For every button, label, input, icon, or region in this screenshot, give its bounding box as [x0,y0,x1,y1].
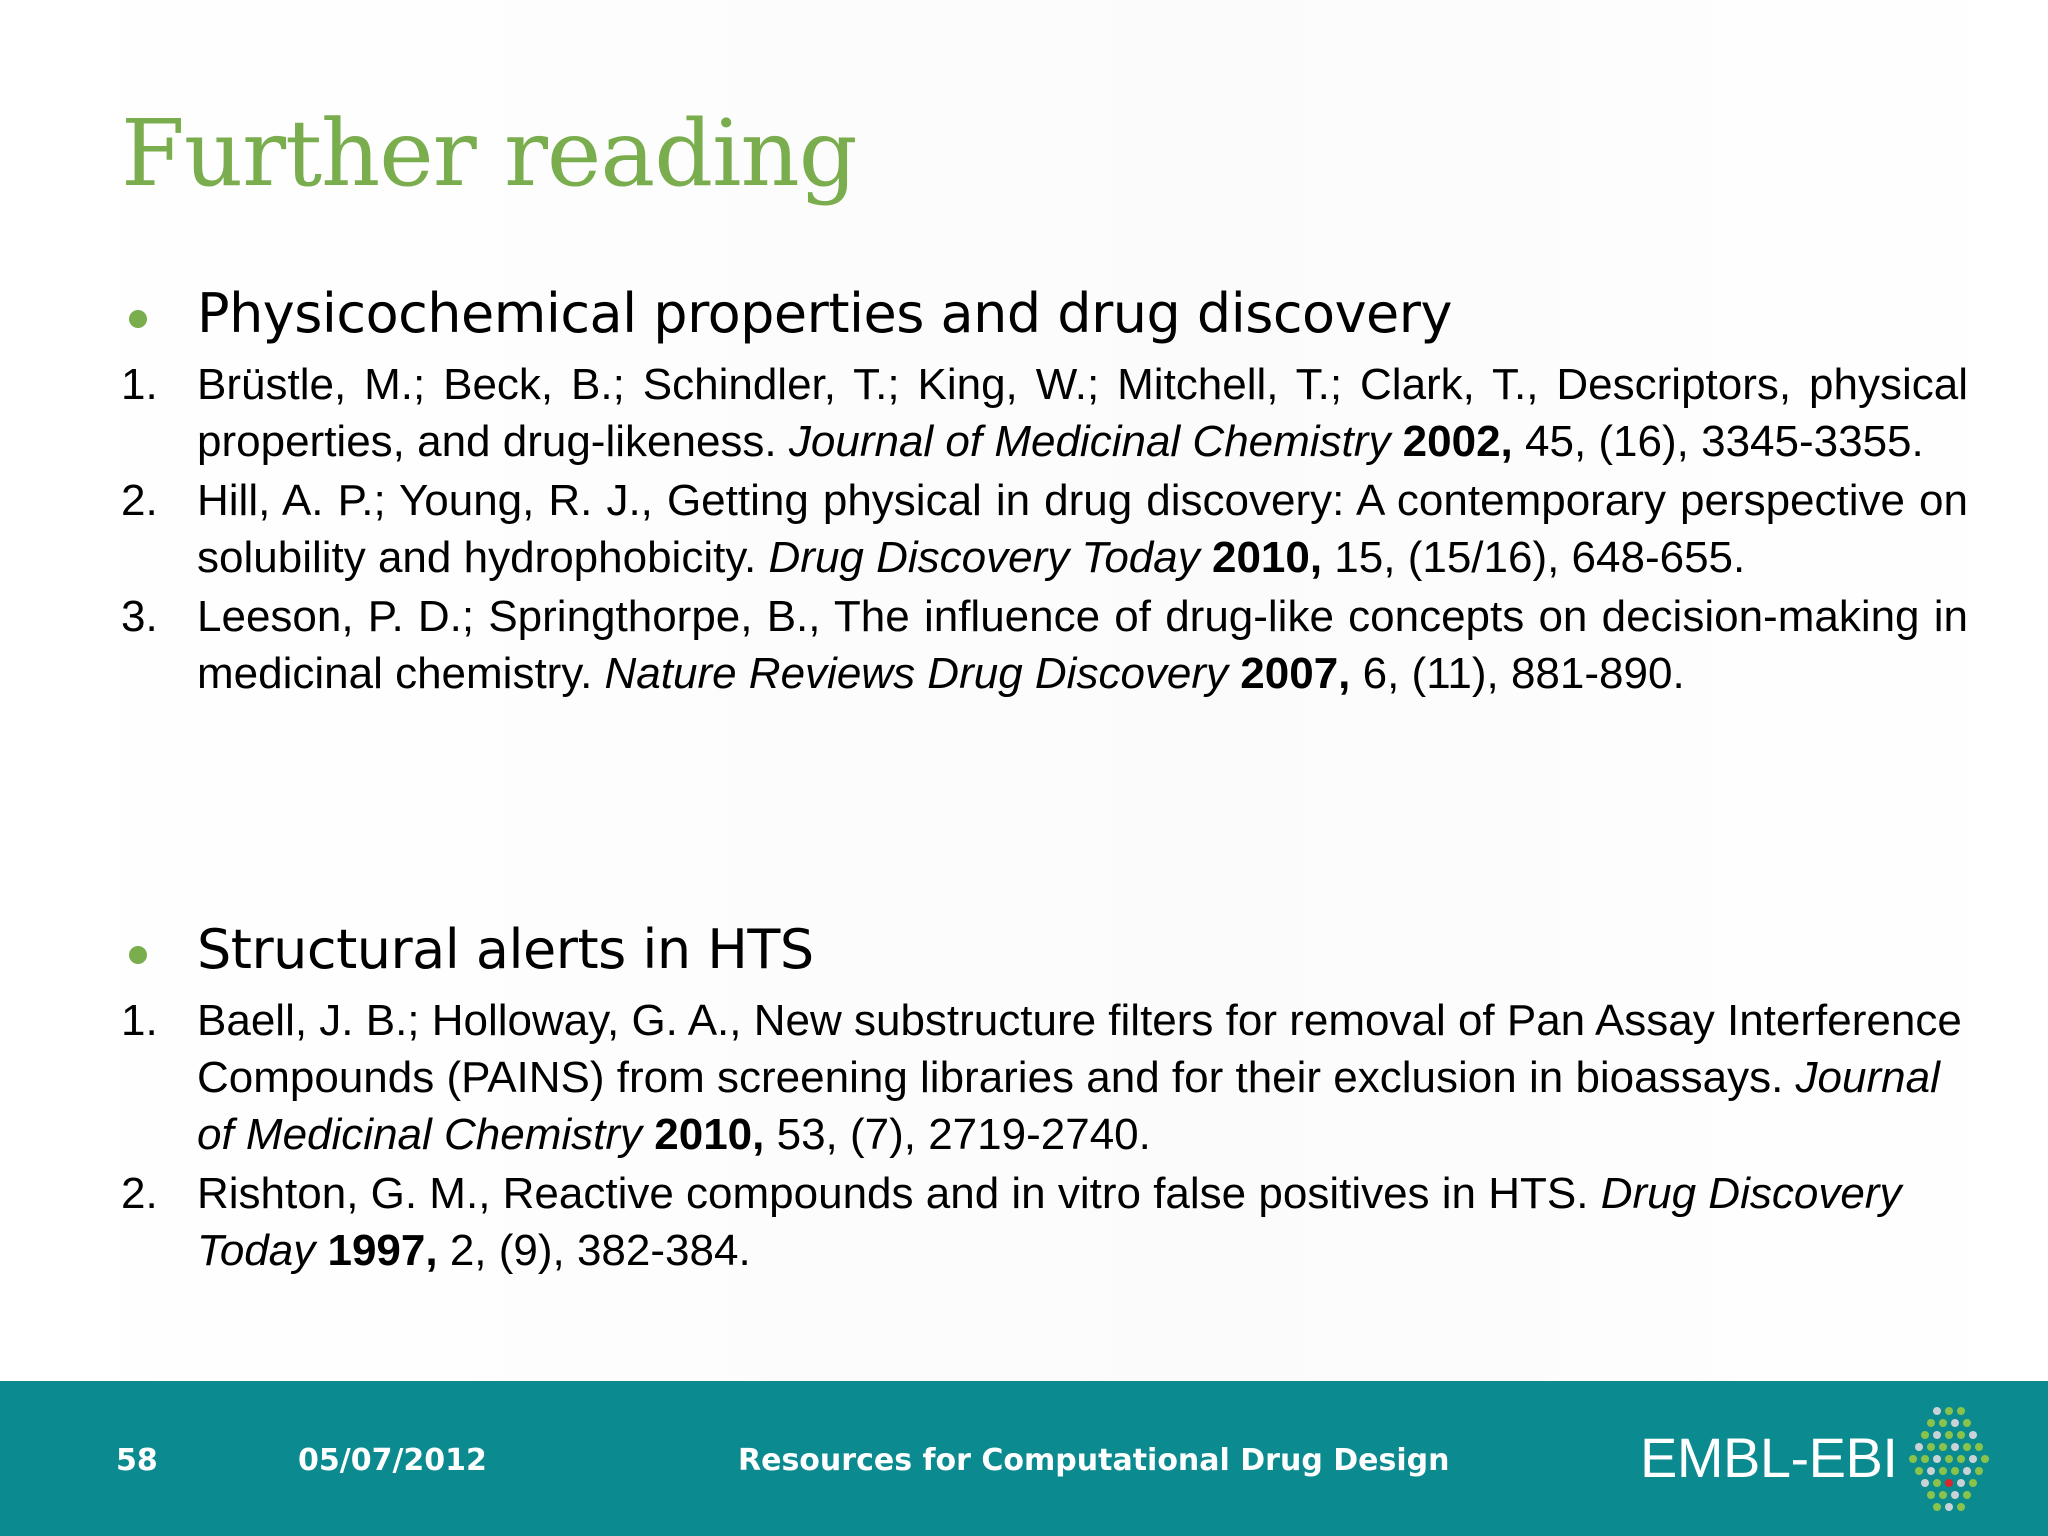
page-title: Further reading [121,100,857,207]
reference-journal: Drug Discovery Today [768,533,1200,582]
reference-item [121,356,1968,470]
logo-dot [1963,1467,1971,1475]
logo-dot [1951,1491,1959,1499]
logo-dot [1945,1431,1953,1439]
logo-dot [1963,1419,1971,1427]
slide-footer [0,1381,2048,1536]
reference-item [121,1165,1968,1279]
logo-dot [1945,1407,1953,1415]
logo-dot [1933,1455,1941,1463]
reference-journal: Nature Reviews Drug Discovery [604,649,1229,698]
reference-number: 2. [121,476,158,525]
reference-year: 2010, [654,1110,765,1159]
logo-dot [1969,1455,1977,1463]
section-physicochemical [121,282,1968,704]
logo-dot [1933,1479,1941,1487]
reference-year: 1997, [327,1226,438,1275]
logo-dot [1975,1443,1983,1451]
reference-item [121,992,1968,1163]
reference-year: 2010, [1211,533,1323,582]
logo-dot [1951,1443,1959,1451]
section-heading: Physicochemical properties and drug discovery [197,282,1452,345]
logo-dot [1963,1491,1971,1499]
logo-dot [1933,1407,1941,1415]
reference-number: 1. [121,996,158,1045]
logo-dot [1957,1455,1965,1463]
reference-details: 45, (16), 3345-3355. [1512,417,1924,466]
embl-ebi-dot-logo-icon [1905,1401,2015,1521]
logo-dot [1933,1503,1941,1511]
reference-text: Hill, A. P.; Young, R. J., Getting physical in drug discovery: A contemporary perspective on solubility and hydrophobicity. [197,476,1968,582]
section-heading-row [121,918,1968,990]
logo-dot [1963,1443,1971,1451]
logo-dot [1921,1479,1929,1487]
logo-dot [1915,1467,1923,1475]
reference-details: 15, (15/16), 648-655. [1322,533,1746,582]
reference-journal: Journal of Medicinal Chemistry [788,417,1391,466]
logo-dot [1945,1455,1953,1463]
reference-number: 3. [121,592,158,641]
logo-dot [1939,1467,1947,1475]
page-number: 58 [116,1443,158,1478]
green-bullet-icon [129,946,147,964]
logo-dot [1945,1503,1953,1511]
reference-year: 2007, [1240,649,1351,698]
logo-dot [1969,1479,1977,1487]
logo-dot [1951,1419,1959,1427]
reference-item [121,588,1968,702]
logo-dot [1939,1443,1947,1451]
logo-dot [1939,1491,1947,1499]
logo-dot [1927,1419,1935,1427]
green-bullet-icon [129,310,147,328]
logo-dot [1939,1419,1947,1427]
logo-dot [1927,1467,1935,1475]
reference-journal: Journal of Medicinal Chemistry [197,1053,1940,1159]
reference-text: Leeson, P. D.; Springthorpe, B., The influence of drug-like concepts on decision-making in medicinal chemistry. [197,592,1968,698]
reference-list [121,356,1968,702]
reference-journal: Drug Discovery Today [197,1169,1902,1275]
logo-dot [1945,1479,1953,1487]
reference-details: 53, (7), 2719-2740. [764,1110,1151,1159]
reference-details: 6, (11), 881-890. [1350,649,1685,698]
reference-details: 2, (9), 382-384. [437,1226,751,1275]
logo-dot [1957,1503,1965,1511]
logo-dot [1927,1491,1935,1499]
logo-dot [1957,1431,1965,1439]
logo-dot [1975,1467,1983,1475]
embl-ebi-logo-text: EMBL-EBI [1640,1426,1898,1489]
logo-dot [1957,1479,1965,1487]
reference-year: 2002, [1402,417,1513,466]
logo-dot [1933,1431,1941,1439]
reference-text: Baell, J. B.; Holloway, G. A., New substructure filters for removal of Pan Assay Interference Compounds (PAINS) from screening libraries and for their exclusion in bioassays. [197,996,1962,1102]
logo-dot [1921,1431,1929,1439]
footer-date: 05/07/2012 [298,1443,487,1478]
reference-item [121,472,1968,586]
reference-number: 1. [121,360,158,409]
logo-dot [1915,1443,1923,1451]
section-structural-alerts [121,918,1968,1281]
section-heading-row [121,282,1968,354]
logo-dot [1969,1431,1977,1439]
logo-dot [1951,1467,1959,1475]
logo-dot [1921,1455,1929,1463]
logo-dot [1927,1443,1935,1451]
logo-dot [1909,1455,1917,1463]
reference-text: Rishton, G. M., Reactive compounds and in vitro false positives in HTS. [197,1169,1601,1218]
reference-number: 2. [121,1169,158,1218]
reference-text: Brüstle, M.; Beck, B.; Schindler, T.; King, W.; Mitchell, T.; Clark, T., Descriptors, physical properties, and drug-likeness. [197,360,1968,466]
reference-list [121,992,1968,1279]
footer-course-title: Resources for Computational Drug Design [738,1443,1450,1478]
logo-dot [1981,1455,1989,1463]
logo-dot [1957,1407,1965,1415]
section-heading: Structural alerts in HTS [197,918,814,981]
